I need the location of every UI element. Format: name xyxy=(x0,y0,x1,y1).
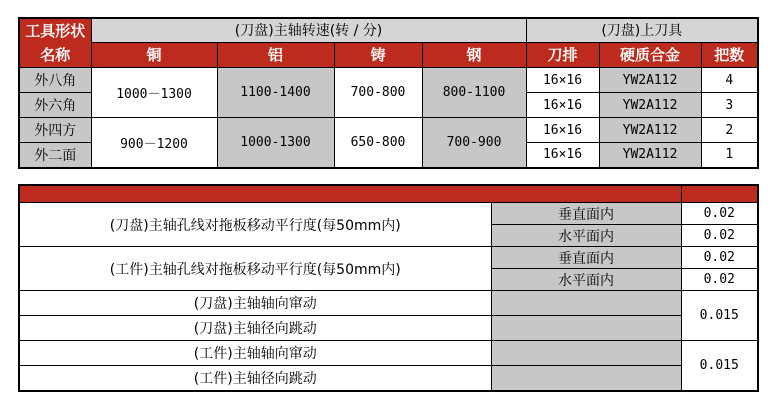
row-label-workpiece-parallelism: (工件)主轴孔线对拖板移动平行度(每50mm内) xyxy=(19,247,491,291)
cell-speed-steel-group2: 700-900 xyxy=(422,118,526,168)
cell-speed-copper-group1: 1000－1300 xyxy=(91,68,217,118)
cell-plane-horizontal-2: 水平面内 xyxy=(491,269,681,291)
cell-alloy-row3: YW2A112 xyxy=(599,118,701,143)
col-header-aluminum: 铝 xyxy=(217,42,334,67)
cell-count-row3: 2 xyxy=(701,118,758,143)
cell-speed-cast-group1: 700-800 xyxy=(334,68,422,118)
cell-tool-bar-row4: 16×16 xyxy=(526,143,599,168)
row-label-cutter-parallelism: (刀盘)主轴孔线对拖板移动平行度(每50mm内) xyxy=(19,203,491,247)
cell-value-workpiece-runout: 0.015 xyxy=(681,341,758,391)
col-header-cast: 铸 xyxy=(334,42,422,67)
cell-tool-bar-row2: 16×16 xyxy=(526,93,599,118)
cell-count-row1: 4 xyxy=(701,68,758,93)
col-header-steel: 钢 xyxy=(422,42,526,67)
cell-count-row2: 3 xyxy=(701,93,758,118)
cell-value-vertical-2: 0.02 xyxy=(681,247,758,269)
row-header-outer-octagon: 外八角 xyxy=(19,68,91,93)
cell-value-horizontal-2: 0.02 xyxy=(681,269,758,291)
cell-alloy-row2: YW2A112 xyxy=(599,93,701,118)
cell-blank-2 xyxy=(491,316,681,341)
row-header-outer-hexagon: 外六角 xyxy=(19,93,91,118)
cell-speed-steel-group1: 800-1100 xyxy=(422,68,526,118)
group-header-cutter-tools: (刀盘)上刀具 xyxy=(526,18,758,42)
cell-blank-1 xyxy=(491,291,681,316)
col-header-tool-count: 把数 xyxy=(701,42,758,67)
cell-plane-vertical-2: 垂直面内 xyxy=(491,247,681,269)
precision-table xyxy=(18,184,759,392)
row-header-outer-square: 外四方 xyxy=(19,118,91,143)
cell-plane-horizontal-1: 水平面内 xyxy=(491,225,681,247)
cell-alloy-row4: YW2A112 xyxy=(599,143,701,168)
col-header-tool-bar: 刀排 xyxy=(526,42,599,67)
cell-blank-3 xyxy=(491,341,681,366)
corner-header-tool-shape-name xyxy=(19,18,91,68)
cell-value-cutter-runout: 0.015 xyxy=(681,291,758,341)
cell-count-row4: 1 xyxy=(701,143,758,168)
cell-speed-aluminum-group1: 1100-1400 xyxy=(217,68,334,118)
row-label-cutter-axial-runout: (刀盘)主轴轴向窜动 xyxy=(19,291,491,316)
cell-plane-vertical-1: 垂直面内 xyxy=(491,203,681,225)
row-label-workpiece-axial-runout: (工件)主轴轴向窜动 xyxy=(19,341,491,366)
corner-line-name: 名称 xyxy=(40,46,71,64)
cell-value-vertical-1: 0.02 xyxy=(681,203,758,225)
cell-speed-copper-group2: 900－1200 xyxy=(91,118,217,168)
col-header-copper: 铜 xyxy=(91,42,217,67)
row-label-workpiece-radial-runout: (工件)主轴径向跳动 xyxy=(19,366,491,391)
precision-header-left xyxy=(19,185,681,203)
row-label-cutter-radial-runout: (刀盘)主轴径向跳动 xyxy=(19,316,491,341)
corner-line-tool-shape: 工具形状 xyxy=(25,22,86,40)
row-header-outer-two-face: 外二面 xyxy=(19,143,91,168)
col-header-carbide-alloy: 硬质合金 xyxy=(599,42,701,67)
cell-tool-bar-row1: 16×16 xyxy=(526,68,599,93)
group-header-spindle-speed: (刀盘)主轴转速(转 / 分) xyxy=(91,18,526,42)
cell-value-horizontal-1: 0.02 xyxy=(681,225,758,247)
cell-alloy-row1: YW2A112 xyxy=(599,68,701,93)
cell-speed-aluminum-group2: 1000-1300 xyxy=(217,118,334,168)
precision-header-value xyxy=(681,185,758,203)
cell-speed-cast-group2: 650-800 xyxy=(334,118,422,168)
spindle-speed-table xyxy=(18,17,759,169)
cell-blank-4 xyxy=(491,366,681,391)
cell-tool-bar-row3: 16×16 xyxy=(526,118,599,143)
